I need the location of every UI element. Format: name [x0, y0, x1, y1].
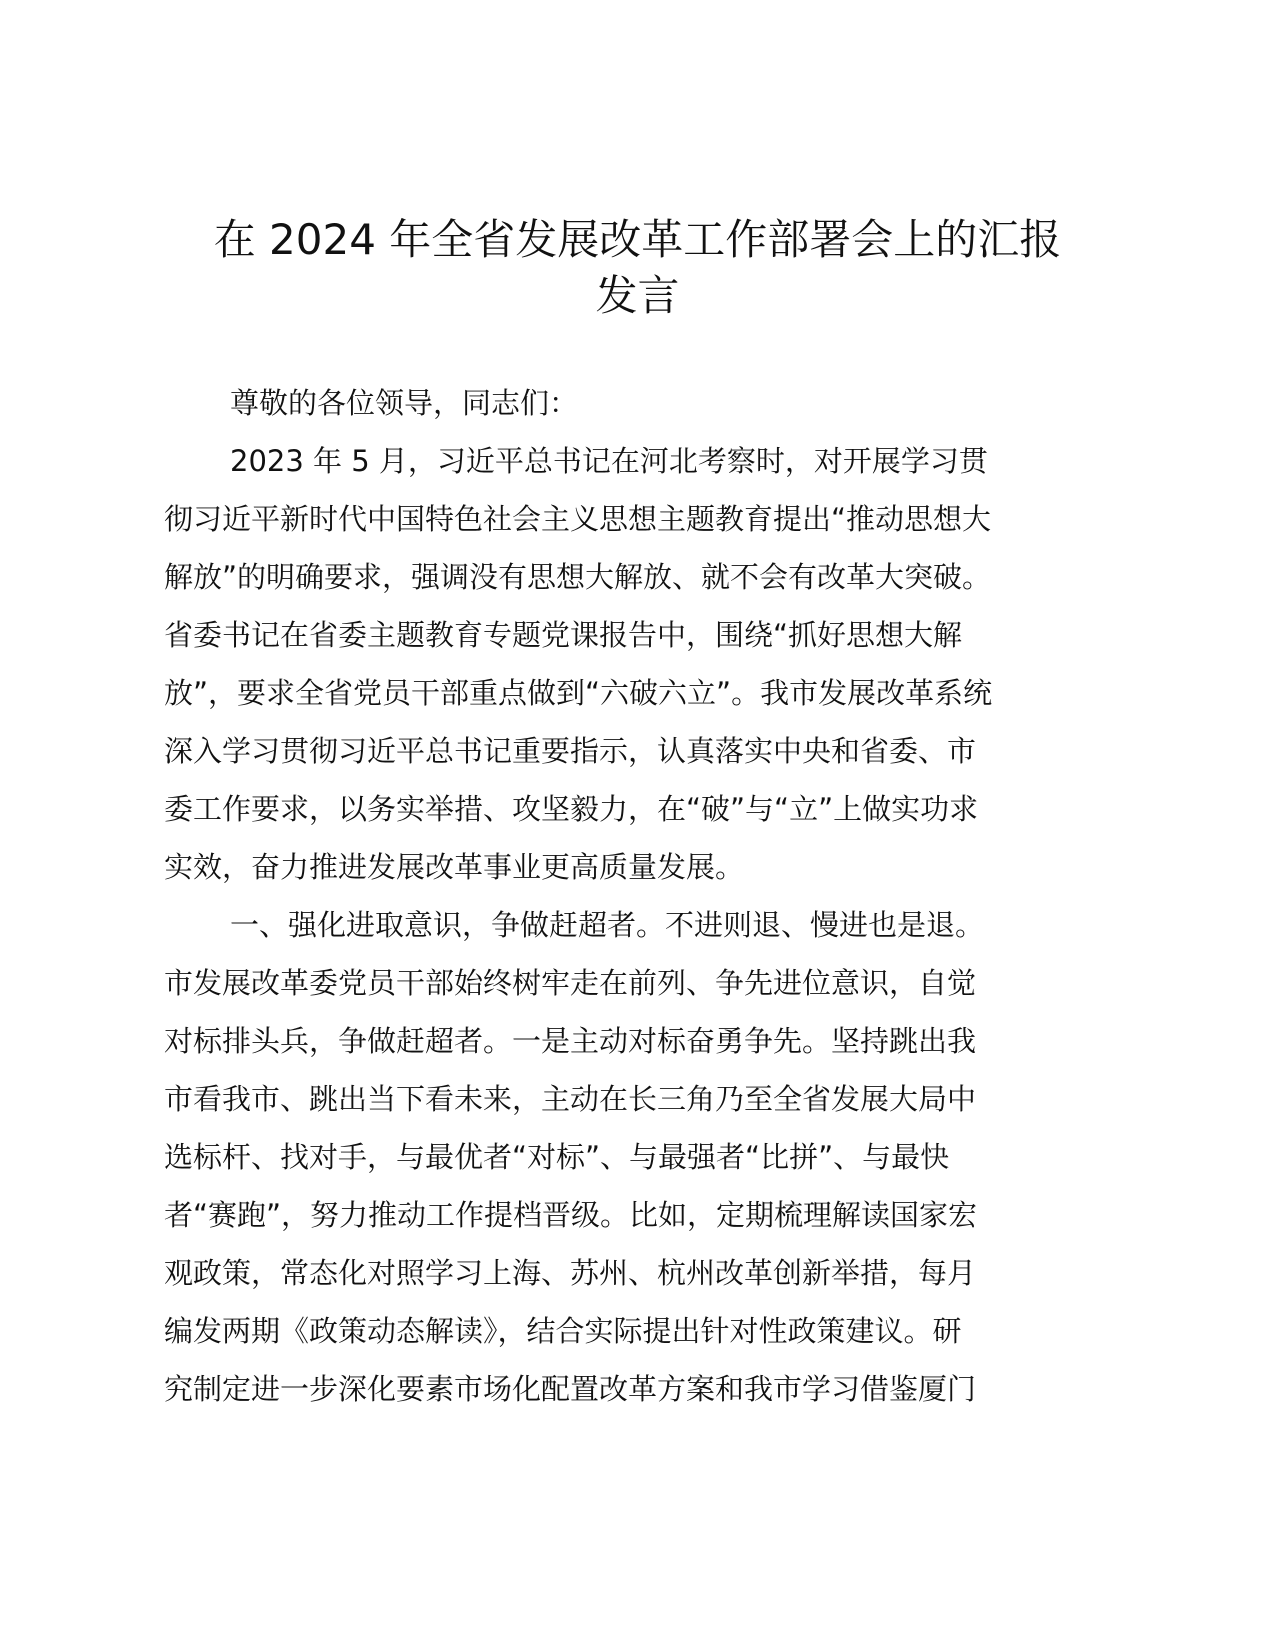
paragraph-2-line-8: 编发两期《政策动态解读》，结合实际提出针对性政策建议。研: [164, 1314, 962, 1348]
document-body: [164, 374, 1114, 1418]
title-line-2: 发言: [595, 271, 680, 320]
paragraph-1-line-2: 彻习近平新时代中国特色社会主义思想主题教育提出“推动思想大: [164, 502, 992, 536]
paragraph-2-line-4: 市看我市、跳出当下看未来，主动在长三角乃至全省发展大局中: [164, 1082, 977, 1116]
title-line-1: 在 2024 年全省发展改革工作部署会上的汇报: [213, 215, 1062, 264]
paragraph-1-line-4: 省委书记在省委主题教育专题党课报告中，围绕“抓好思想大解: [164, 618, 963, 652]
document-title: [120, 212, 1155, 324]
paragraph-1-line-7: 委工作要求，以务实举措、攻坚毅力，在“破”与“立”上做实功求: [164, 792, 979, 826]
paragraph-2-line-6: 者“赛跑”，努力推动工作提档晋级。比如，定期梳理解读国家宏: [164, 1198, 978, 1232]
paragraph-1-line-5: 放”，要求全省党员干部重点做到“六破六立”。我市发展改革系统: [164, 676, 993, 710]
paragraph-2-line-2: 市发展改革委党员干部始终树牢走在前列、争先进位意识，自觉: [164, 966, 977, 1000]
paragraph-2-line-5: 选标杆、找对手，与最优者“对标”、与最强者“比拼”、与最快: [164, 1140, 950, 1174]
paragraph-1-line-8: 实效，奋力推进发展改革事业更高质量发展。: [164, 850, 745, 884]
paragraph-1-line-3: 解放”的明确要求，强调没有思想大解放、就不会有改革大突破。: [164, 560, 992, 594]
paragraph-1-line-1: 2023 年 5 月，习近平总书记在河北考察时，对开展学习贯: [230, 444, 988, 478]
salutation: 尊敬的各位领导，同志们：: [230, 386, 579, 420]
paragraph-2-line-1: 一、强化进取意识，争做赶超者。不进则退、慢进也是退。: [230, 908, 985, 942]
paragraph-1-line-6: 深入学习贯彻习近平总书记重要指示，认真落实中央和省委、市: [164, 734, 977, 768]
paragraph-2-line-9: 究制定进一步深化要素市场化配置改革方案和我市学习借鉴厦门: [164, 1372, 977, 1406]
paragraph-2-line-7: 观政策，常态化对照学习上海、苏州、杭州改革创新举措，每月: [164, 1256, 977, 1290]
paragraph-2-line-3: 对标排头兵，争做赶超者。一是主动对标奋勇争先。坚持跳出我: [164, 1024, 977, 1058]
